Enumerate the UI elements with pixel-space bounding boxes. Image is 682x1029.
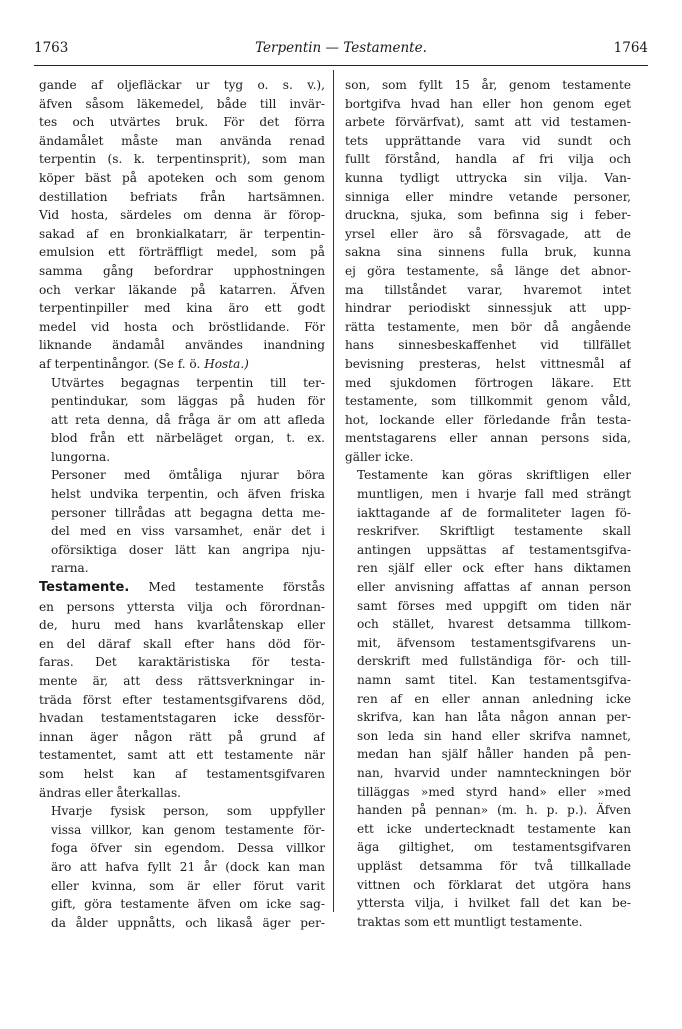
text-line: namn samt titel. Kan testamentsgifva- (357, 673, 631, 687)
text-line: träda först efter testamentsgifvarens död, (39, 692, 325, 707)
text-line: hvadan testamentstagaren icke dessför- (39, 711, 325, 726)
text-line: oförsiktiga doser lätt kan angripa nju- (51, 542, 325, 557)
text-line: samt förses med uppgift om tiden när (357, 598, 631, 613)
paragraph-physical-person (39, 802, 325, 932)
text-line: bortgifva hvad han eller hon genom eget (345, 96, 631, 111)
running-header (34, 40, 648, 62)
paragraph-terpentin-uses (39, 76, 325, 374)
text-line: hindrar periodiskt sinnessjuk att upp- (345, 301, 631, 316)
text-line: Testamente. Med testamente förstås (39, 580, 325, 596)
text-line: druckna, sjuka, som befinna sig i feber- (345, 208, 631, 223)
paragraph-kidney-warning (39, 466, 325, 578)
text-line: en del däraf skall efter hans död för- (39, 636, 325, 651)
text-line: ren af en eller annan anledning icke (357, 691, 631, 706)
text-line: samma gång befordrar upphostningen (39, 263, 325, 278)
text-line: att reta denna, då fråga är om att afleda (51, 412, 325, 427)
text-line: tes och utvärtes bruk. För det förra (39, 115, 325, 130)
text-line: medel vid hosta och bröstlidande. För (39, 319, 325, 334)
entry-testamente (39, 578, 325, 802)
text-line: sakad af en bronkialkatarr, är terpentin- (39, 226, 325, 241)
text-line: vittnen och förklarat det utgöra hans (357, 877, 631, 892)
text-line: iakttagande af de formaliteter lagen fö- (357, 505, 631, 520)
text-line: pentindukar, som läggas på huden för (51, 394, 325, 409)
header-rule (34, 65, 648, 66)
text-line: mit, äfvensom testamentsgifvarens un- (357, 635, 631, 650)
text-line: innan äger någon rätt på grund af (39, 729, 325, 744)
text-line: af terpentinångor. (Se f. ö. Hosta.) (39, 356, 249, 371)
text-line: del med en viss varsamhet, enär det i (51, 524, 325, 539)
text-line: testamente, som tillkommit genom våld, (345, 394, 631, 409)
text-line: sakna sina sinnens fulla bruk, kunna (345, 245, 631, 260)
text-line: handen på pennan» (m. h. p. p.). Äfven (357, 803, 631, 818)
paragraph-written-oral (345, 466, 631, 931)
paragraph-capacity (345, 76, 631, 466)
text-line: Utvärtes begagnas terpentin till ter- (51, 375, 325, 390)
text-line: Vid hosta, särdeles om denna är förор- (39, 208, 325, 223)
text-line: ändamålet måste man använda renad (39, 133, 325, 148)
right-column (345, 76, 631, 931)
text-line: son, som fyllt 15 år, genom testamente (345, 78, 631, 92)
text-line: foga öfver sin egendom. Dessa villkor (51, 841, 325, 856)
text-line: de, huru med hans kvarlåtenskap eller (39, 618, 325, 633)
text-line: köper bäst på apoteken och som genom (39, 170, 325, 185)
text-line: gäller icke. (345, 449, 414, 464)
text-line: och verkar läkande på katarren. Äfven (39, 282, 325, 297)
text-line: Personer med ömtåliga njurar böra (51, 468, 325, 483)
text-line: helst undvika terpentin, och äfven friska (51, 487, 325, 502)
text-line: faras. Det karaktäristiska för testa- (39, 655, 325, 670)
text-line: liknande ändamål användes inandning (39, 338, 325, 353)
text-line: arbete förvärfvat), samt att vid testamen- (345, 115, 631, 130)
text-line: vissa villkor, kan genom testamente för- (51, 822, 325, 837)
text-line: blod från ett närbeläget organ, t. ex. (51, 431, 325, 446)
text-line: ändras eller återkallas. (39, 785, 182, 800)
page-number-right: 1764 (613, 40, 648, 56)
text-line: tets upprättande vara vid sundt och (345, 133, 631, 148)
paragraph-external-use (39, 374, 325, 467)
text-line: yrsel eller äro så försvagade, att de (345, 226, 631, 241)
text-line: eller kvinna, som är eller förut varit (51, 878, 325, 893)
text-line: ma tillståndet varar, hvaremot intet (345, 282, 631, 297)
text-line: gande af oljefläckar ur tyg o. s. v.), (39, 78, 325, 92)
text-line: da ålder uppnåtts, och likaså äger per- (51, 915, 325, 930)
text-line: uppläst detsamma för två tillkallade (357, 858, 631, 873)
text-line: äfven såsom läkemedel, både till invär- (39, 96, 325, 111)
column-divider (333, 70, 334, 912)
text-line: som helst kan af testamentsgifvaren (39, 766, 325, 781)
text-line: hot, lockande eller förledande från testa- (345, 412, 631, 427)
text-line: traktas som ett muntligt testamente. (357, 914, 583, 929)
text-line: antingen uppsättas af testamentsgifva- (357, 542, 631, 557)
text-line: hans sinnesbeskaffenhet vid tillfället (345, 338, 631, 353)
text-line: son leda sin hand eller skrifva namnet, (357, 728, 631, 743)
text-line: ren själf eller ock efter hans diktamen (357, 561, 631, 576)
text-line: skrifva, kan han låta någon annan per- (357, 710, 631, 725)
text-line: emulsion ett förträffligt medel, som på (39, 245, 325, 260)
text-line: tilläggas »med styrd hand» eller »med (357, 784, 631, 799)
text-line: sinniga eller mindre vetande personer, (345, 189, 631, 204)
text-line: äro att hafva fyllt 21 år (dock kan man (51, 859, 325, 874)
text-line: testamentet, samt att ett testamente när (39, 748, 325, 763)
text-line: Testamente kan göras skriftligen eller (357, 468, 631, 483)
text-line: Hvarje fysisk person, som uppfyller (51, 804, 325, 819)
cross-reference: Hosta.) (204, 356, 249, 371)
text-line: terpentin (s. k. terpentinsprit), som man (39, 152, 325, 167)
text-line: lungorna. (51, 449, 111, 464)
headword: Testamente. (39, 580, 130, 596)
text-line: bevisning presteras, helst vittnesmål af (345, 356, 631, 371)
page-number-left: 1763 (34, 40, 69, 56)
text-line: gift, göra testamente äfven om icke sag- (51, 897, 325, 912)
text-line: medan han själf håller handen på pen- (357, 747, 631, 762)
text-line: terpentinpiller med kina äro ett godt (39, 301, 325, 316)
text-line: med sjukdomen förtrogen läkare. Ett (345, 375, 631, 390)
text-line: derskrift med fullständiga för- och till- (357, 654, 631, 669)
text-line: nan, hvarvid under namnteckningen bör (357, 765, 631, 780)
text-line: ej göra testamente, så länge det abnor- (345, 263, 631, 278)
text-line: eller anvisning affattas af annan person (357, 580, 631, 595)
text-line: och stället, hvarest detsamma tillkom- (357, 617, 631, 632)
text-line: rätta testamente, men bör då angående (345, 319, 631, 334)
text-line: mente är, att dess rättsverkningar in- (39, 674, 325, 688)
text-line: muntligen, men i hvarje fall med strängt (357, 487, 631, 502)
text-line: kunna tydligt uttrycka sin vilja. Van- (345, 170, 631, 185)
text-line: äga giltighet, om testamentsgifvaren (357, 840, 631, 855)
text-line: yttersta vilja, i hvilket fall det kan be- (357, 896, 631, 911)
text-line: destillation befriats från hartsämnen. (39, 189, 325, 204)
text-line: fullt förstånd, handla af fri vilja och (345, 152, 631, 167)
left-column (39, 76, 325, 932)
text-line: reskrifver. Skriftligt testamente skall (357, 524, 631, 539)
text-line: personer tillrådas att begagna detta me- (51, 505, 325, 520)
text-line: mentstagarens eller annan persons sida, (345, 431, 631, 446)
text-line: rarna. (51, 561, 89, 576)
running-title: Terpentin — Testamente. (255, 40, 427, 56)
text-line: en persons yttersta vilja och förordnan- (39, 599, 325, 614)
text-line: ett icke undertecknadt testamente kan (357, 821, 631, 836)
